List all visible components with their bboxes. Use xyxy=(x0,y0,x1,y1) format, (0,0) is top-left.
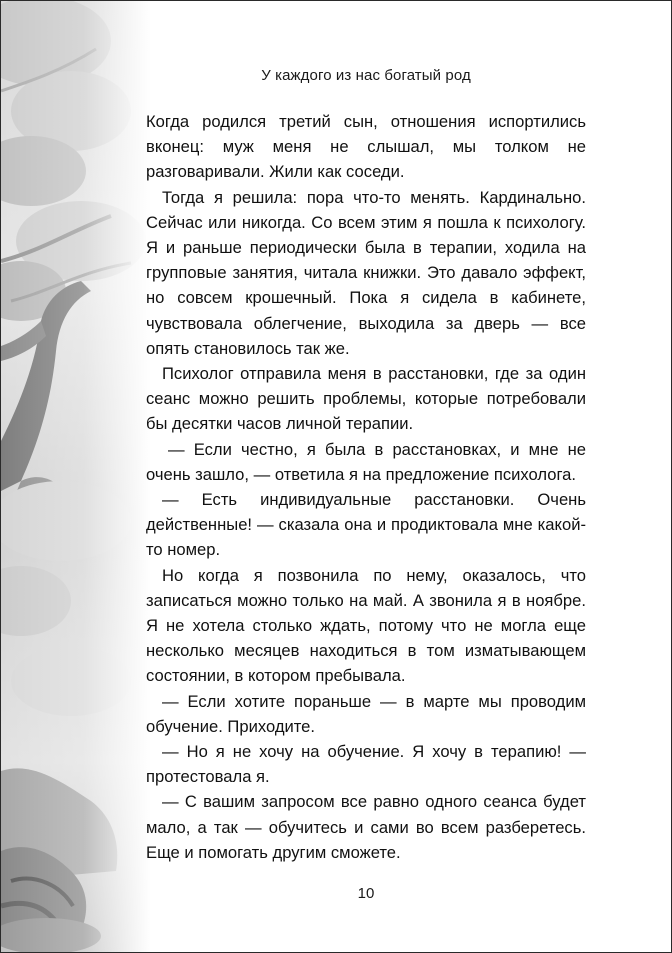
paragraph: Тогда я решила: пора что-то менять. Кардинально. Сейчас или никогда. Со всем этим я пошла к психологу. Я и раньше периодически была в терапии, ходила на групповые занятия, читала книжки. Это давало эффект, но совсем крошечный. Пока я сидела в кабинете, чувствовала облегчение, выходила за дверь — все опять становилось так же. xyxy=(146,187,586,358)
tree-illustration xyxy=(1,1,151,952)
dialogue-line: — Но я не хочу на обучение. Я хочу в терапию! — протестовала я. xyxy=(146,742,586,787)
dialogue-line: — Есть индивидуальные расстановки. Очень действенные! — сказала она и продиктовала мне какой-то номер. xyxy=(146,490,586,560)
page-number: 10 xyxy=(357,885,375,902)
paragraph: Психолог отправила меня в расстановки, где за один сеанс можно решить проблемы, которые потребовали бы десятки часов личной терапии. xyxy=(146,364,586,434)
dialogue-line: — С вашим запросом все равно одного сеанса будет мало, а так — обучитесь и сами во всем разберетесь. Еще и помогать другим сможете. xyxy=(146,792,586,862)
paragraph: Но когда я позвонила по нему, оказалось, что записаться можно только на май. А звонила я в ноябре. Я не хотела столько ждать, потому что не могла еще несколько месяцев находиться в том изматывающем состоянии, в котором пребывала. xyxy=(146,565,586,686)
running-header: У каждого из нас богатый род xyxy=(261,67,471,84)
dialogue-line: — Если хотите пораньше — в марте мы проводим обучение. Приходите. xyxy=(146,691,586,736)
body-text xyxy=(146,109,586,865)
dialogue-line: — Если честно, я была в расстановках, и мне не очень зашло, — ответила я на предложение психолога. xyxy=(146,439,586,484)
paragraph: Когда родился третий сын, отношения испортились вконец: муж меня не слышал, мы толком не разговаривали. Жили как соседи. xyxy=(146,112,586,182)
